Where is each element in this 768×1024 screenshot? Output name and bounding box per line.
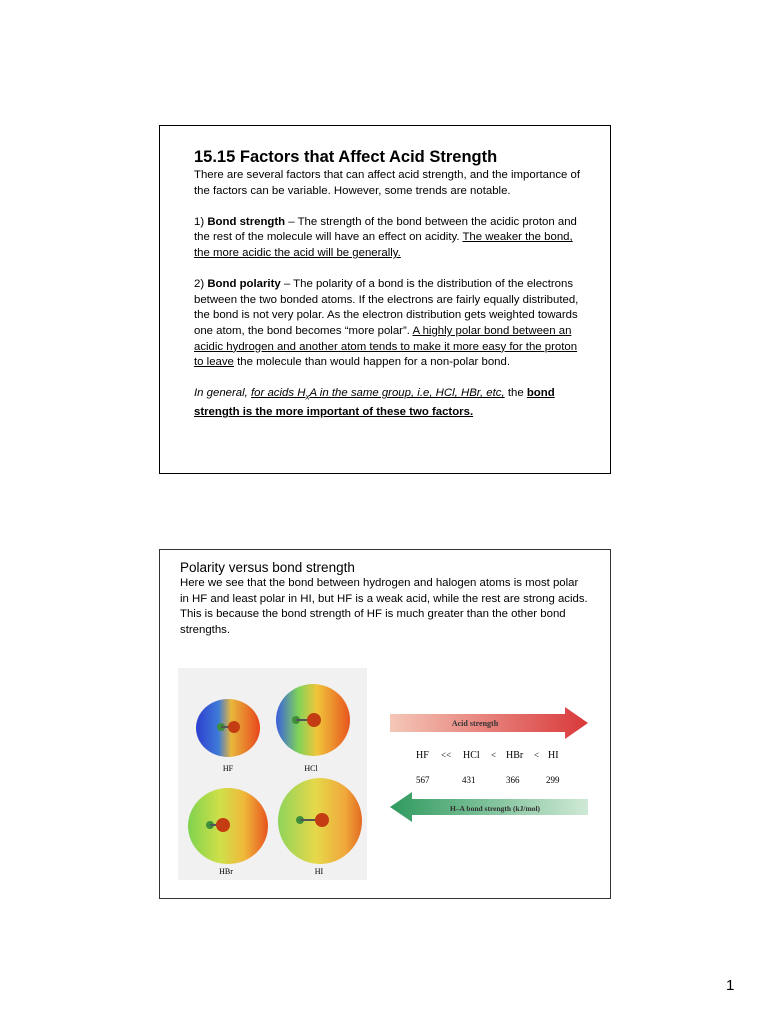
label-hbr: HBr xyxy=(219,867,233,876)
acid-strength-diagram xyxy=(385,705,595,825)
factor-bond-polarity xyxy=(194,277,589,371)
factor-term: Bond polarity xyxy=(207,278,281,291)
body-paragraph: Here we see that the bond between hydrogen and halogen atoms is most polar in HF and least polar in HI, but HF is a weak acid, while the rest are strong acids. This is because the bond strength of HF is much greater than the other bond strengths. xyxy=(180,577,588,636)
label-hi: HI xyxy=(314,867,324,876)
factor-number: 2) xyxy=(194,278,205,291)
bond-strength-label: H–A bond strength (kJ/mol) xyxy=(449,804,541,813)
slide-body xyxy=(180,576,590,638)
factor-text-end: the molecule than would happen for a non-polar bond. xyxy=(233,356,511,369)
acid-strength-label: Acid strength xyxy=(451,719,499,728)
page-number: 1 xyxy=(726,977,735,994)
order-sep: << xyxy=(441,750,452,760)
slide-factors-acid-strength xyxy=(159,125,611,474)
slide-title: 15.15 Factors that Affect Acid Strength xyxy=(194,148,498,166)
conclusion-paragraph xyxy=(194,386,589,420)
slide-polarity-vs-bond-strength xyxy=(159,549,611,899)
bond-value-hcl: 431 xyxy=(462,775,476,785)
order-hi: HI xyxy=(548,750,559,761)
order-hf: HF xyxy=(416,750,429,761)
factor-number: 1) xyxy=(194,215,205,228)
factor-emphasis: A highly polar bond between an acidic hydrogen and another atom tends to make it more easy for the proton to leave xyxy=(194,324,578,369)
slide-body xyxy=(194,168,589,421)
factor-text: – The polarity of a bond is the distribution of the electrons between the two bonded atoms. If the electrons are fairly equally distributed, the bond is not very polar. As the electron distribution gets weighted towards one atom, the bond becomes “more polar”. xyxy=(194,278,579,337)
label-hcl: HCl xyxy=(304,764,318,773)
electrostatic-potential-maps xyxy=(178,668,367,880)
intro-paragraph: There are several factors that can affect acid strength, and the importance of the factors can be variable. However, some trends are notable. xyxy=(194,169,581,197)
acid-strength-svg xyxy=(385,705,595,825)
conclusion-acids-b: A in the same group, i.e, HCl, HBr, etc, xyxy=(309,387,505,400)
order-hcl: HCl xyxy=(463,750,480,761)
order-sep: < xyxy=(534,750,540,760)
bond-value-hi: 299 xyxy=(546,775,560,785)
factor-text: – The strength of the bond between the acidic proton and the rest of the molecule will have an effect on acidity. xyxy=(194,215,577,244)
label-hf: HF xyxy=(222,764,234,773)
factor-term: Bond strength xyxy=(207,215,286,228)
molecule-maps-svg xyxy=(178,668,367,880)
factor-emphasis: The weaker the bond, the more acidic the acid will be generally. xyxy=(194,231,573,259)
conclusion-acids-a: for acids H xyxy=(251,387,306,400)
factor-bond-strength xyxy=(194,215,589,262)
slide-title: Polarity versus bond strength xyxy=(180,560,355,575)
order-sep: < xyxy=(491,750,497,760)
bond-value-hf: 567 xyxy=(416,775,430,785)
conclusion-emphasis: bond strength is the more important of these two factors. xyxy=(194,387,555,419)
bond-value-hbr: 366 xyxy=(506,775,520,785)
conclusion-the: the xyxy=(504,387,524,400)
conclusion-lead: In general, xyxy=(194,387,251,400)
conclusion-subscript: x xyxy=(305,392,310,402)
order-hbr: HBr xyxy=(506,750,524,761)
